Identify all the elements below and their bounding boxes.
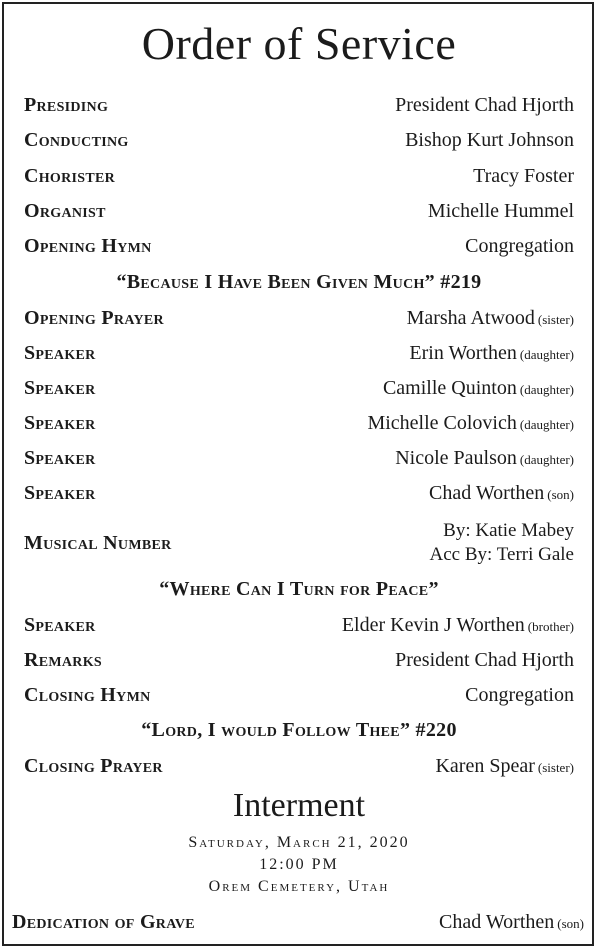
role-label: Opening Prayer <box>24 306 164 329</box>
relation-note: (sister) <box>537 759 574 775</box>
participant-name: Michelle Colovich (daughter) <box>367 411 574 434</box>
hymn-title-opening: “Because I Have Been Given Much” #219 <box>116 271 482 293</box>
role-label: Speaker <box>24 481 96 504</box>
role-label: Presiding <box>24 93 109 116</box>
participant-name: Congregation <box>465 683 574 706</box>
participant-name: Michelle Hummel <box>427 199 574 222</box>
program-row-speaker <box>24 442 574 474</box>
role-label: Opening Hymn <box>24 234 152 257</box>
interment-heading: Interment <box>232 787 366 824</box>
interment-date: Saturday, March 21, 2020 <box>188 834 410 851</box>
participant-name: President Chad Hjorth <box>395 93 574 116</box>
program-row-remarks <box>24 644 574 676</box>
program-row-opening-prayer <box>24 302 574 334</box>
program-row-organist <box>24 195 574 227</box>
program-row-speaker <box>24 337 574 369</box>
role-label: Dedication of Grave <box>12 910 195 933</box>
program-row-dedication <box>12 906 584 938</box>
relation-note: (daughter) <box>519 416 574 432</box>
role-label: Speaker <box>24 411 96 434</box>
role-label: Chorister <box>24 164 116 187</box>
participant-name: Karen Spear (sister) <box>435 754 574 777</box>
relation-note: (sister) <box>537 311 574 327</box>
program-row-opening-hymn <box>24 230 574 262</box>
role-label: Speaker <box>24 341 96 364</box>
participant-name: Tracy Foster <box>473 164 574 187</box>
accompanist-line: Acc By: Terri Gale <box>429 544 574 565</box>
program-row-closing-prayer <box>24 750 574 782</box>
role-label: Remarks <box>24 648 102 671</box>
role-label: Organist <box>24 199 106 222</box>
participant-name: President Chad Hjorth <box>395 648 574 671</box>
participant-name: Bishop Kurt Johnson <box>405 128 574 151</box>
interment-place: Orem Cemetery, Utah <box>208 878 390 895</box>
role-label: Closing Hymn <box>24 683 151 706</box>
hymn-title-closing: “Lord, I would Follow Thee” #220 <box>141 719 457 741</box>
relation-note: (brother) <box>527 618 574 634</box>
program-row-conducting <box>24 124 574 156</box>
participant-name: Congregation <box>465 234 574 257</box>
participant-name: Elder Kevin J Worthen (brother) <box>341 613 574 636</box>
participant-name: Camille Quinton (daughter) <box>382 376 574 399</box>
participant-name: Erin Worthen (daughter) <box>409 341 574 364</box>
relation-note: (son) <box>547 486 574 502</box>
program-row-closing-hymn <box>24 679 574 711</box>
page-title: Order of Service <box>141 18 457 69</box>
relation-note: (daughter) <box>519 346 574 362</box>
participant-name: Nicole Paulson (daughter) <box>395 446 574 469</box>
relation-note: (daughter) <box>519 381 574 397</box>
program-row-speaker <box>24 407 574 439</box>
musical-performers <box>430 519 574 567</box>
role-label: Speaker <box>24 613 96 636</box>
performer-line: By: Katie Mabey <box>443 520 574 541</box>
role-label: Speaker <box>24 376 96 399</box>
participant-name: Marsha Atwood (sister) <box>406 306 574 329</box>
program-row-musical-number <box>24 515 574 571</box>
role-label: Conducting <box>24 128 129 151</box>
program-row-speaker <box>24 609 574 641</box>
program-row-speaker <box>24 477 574 509</box>
interment-time: 12:00 PM <box>259 856 339 873</box>
role-label: Speaker <box>24 446 96 469</box>
participant-name: Chad Worthen (son) <box>429 481 574 504</box>
role-label: Musical Number <box>24 531 172 554</box>
role-label: Closing Prayer <box>24 754 163 777</box>
program-row-chorister <box>24 160 574 192</box>
relation-note: (daughter) <box>519 451 574 467</box>
relation-note: (son) <box>557 915 584 931</box>
hymn-title-musical: “Where Can I Turn for Peace” <box>159 578 439 600</box>
program-row-presiding <box>24 89 574 121</box>
participant-name: Chad Worthen (son) <box>439 910 584 933</box>
program-row-speaker <box>24 372 574 404</box>
